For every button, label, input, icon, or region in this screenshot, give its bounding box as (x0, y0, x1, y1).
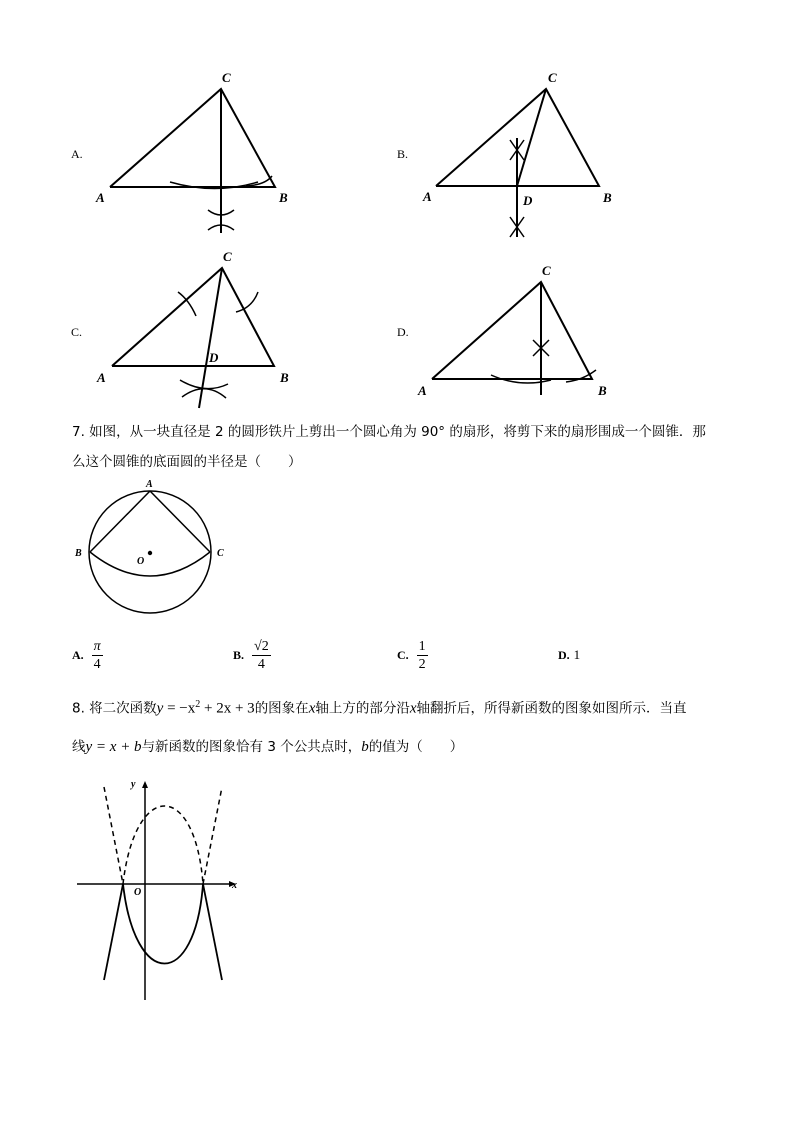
q7-point-b: B (75, 548, 82, 559)
q6-c-point-c: C (223, 249, 232, 264)
q8-text-line2: 线y = x + b与新函数的图象恰有 3 个公共点时，b的值为（ ） (72, 739, 464, 755)
q7-answer-b-fraction: $\frac{√2}{4}$ (254, 638, 269, 672)
q6-option-a-letter: A. (71, 147, 83, 161)
q7-answer-a-fraction: $\frac{\pi}{4}$ (93, 638, 101, 672)
q7-answer-c-fraction: $\frac{1}{2}$ (418, 638, 426, 672)
q7-answer-d-value: 1 (573, 647, 581, 662)
q6-c-point-d: D (209, 350, 219, 365)
q7-point-c: C (217, 548, 224, 559)
q6-d-point-c: C (542, 263, 551, 278)
q6-c-point-b: B (280, 370, 289, 385)
q7-answer-d-letter: D. (558, 647, 570, 662)
q8-text-line1: 8. 将二次函数$y = -x^2 + 2x + 3$的图象在x轴上方的部分沿x轴翻折后，所得新函数的图象如图所示．当直 (72, 699, 687, 717)
q6-b-point-a: A (423, 189, 432, 204)
q6-a-point-a: A (96, 190, 105, 205)
q6-option-b-letter: B. (397, 147, 409, 161)
q7-answer-b-letter: B. (233, 647, 245, 662)
q7-text-line2: 么这个圆锥的底面圆的半径是（ ） (72, 454, 302, 470)
q6-b-point-d: D (523, 193, 533, 208)
q6-option-c-letter: C. (71, 325, 83, 339)
q8-origin-label: O (134, 887, 142, 898)
q8-axis-y-label: y (131, 779, 136, 790)
q7-text-line1: 7. 如图，从一块直径是 2 的圆形铁片上剪出一个圆心角为 90° 的扇形，将剪下来的扇形围成一个圆锥．那 (72, 424, 706, 440)
q6-d-point-a: A (418, 383, 427, 398)
q7-point-a: A (146, 479, 153, 490)
q7-point-o: O (137, 556, 145, 567)
q8-axis-x-label: x (232, 880, 237, 891)
q6-d-point-b: B (598, 383, 607, 398)
q6-a-point-b: B (279, 190, 288, 205)
q6-b-point-b: B (603, 190, 612, 205)
q6-b-point-c: C (548, 70, 557, 85)
q7-answer-a-letter: A. (72, 647, 84, 662)
q7-answer-c-letter: C. (397, 647, 409, 662)
q6-a-point-c: C (222, 70, 231, 85)
q6-c-point-a: A (97, 370, 106, 385)
q6-option-d-letter: D. (397, 325, 409, 339)
